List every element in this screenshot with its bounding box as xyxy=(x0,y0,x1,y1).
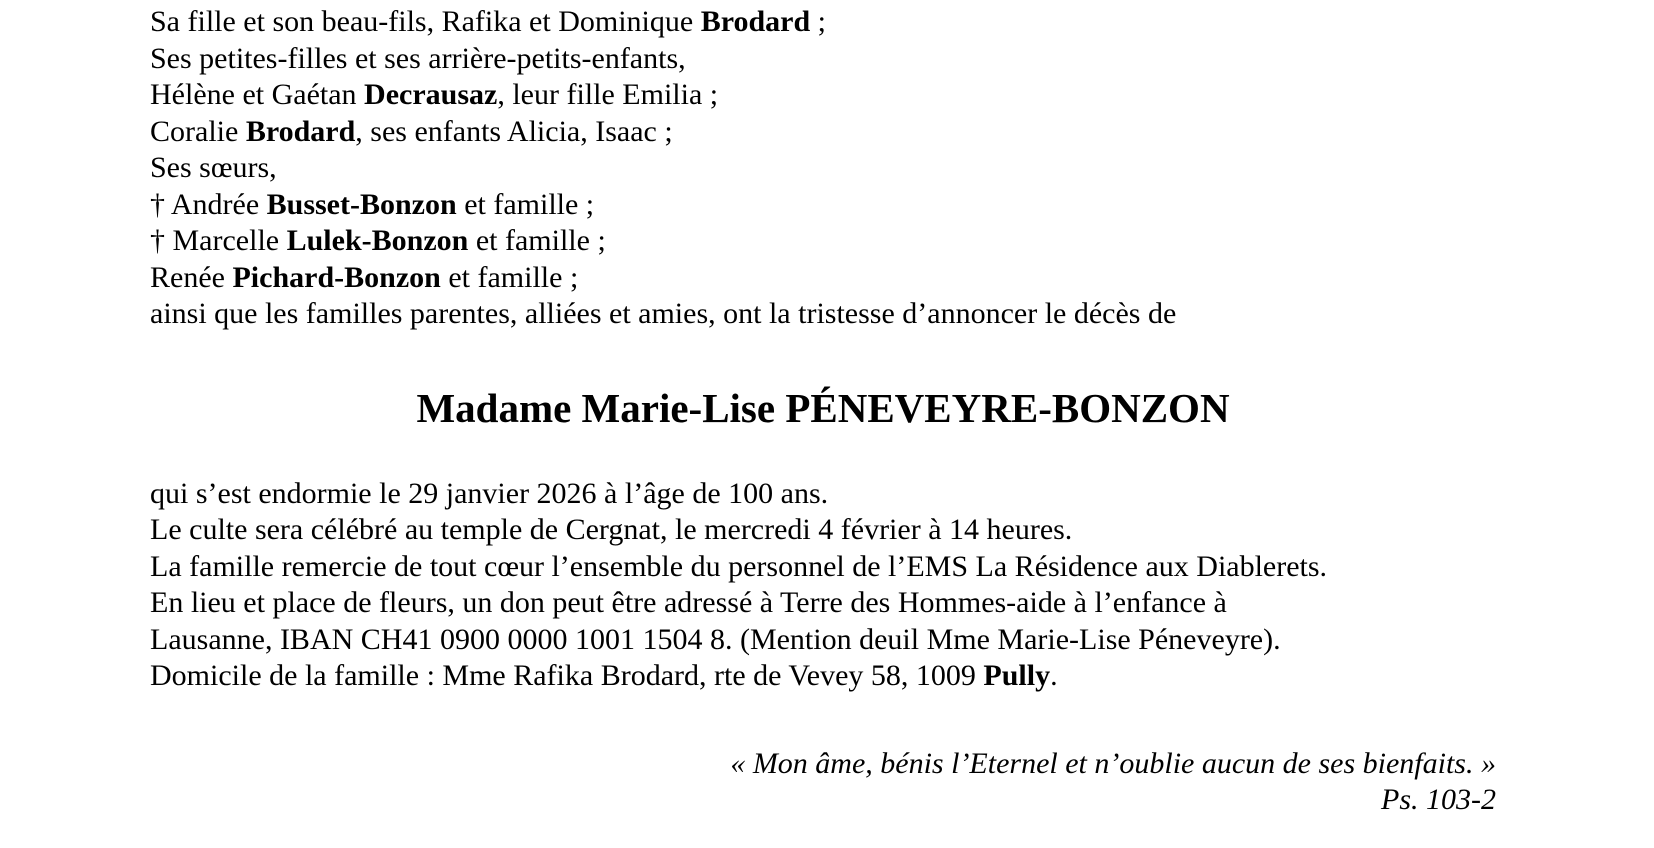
announcement-line xyxy=(150,585,1496,622)
announcement-bold: Pully xyxy=(983,659,1051,692)
deceased-name-title: Madame Marie-Lise PÉNEVEYRE-BONZON xyxy=(416,384,1230,431)
family-list xyxy=(150,4,1496,333)
announcement-line-iban xyxy=(150,622,1496,659)
family-name-bold: Brodard xyxy=(245,114,356,148)
family-line xyxy=(150,114,1496,151)
family-line-text: Renée xyxy=(150,260,233,294)
family-line-text: Ses sœurs, xyxy=(150,151,277,184)
family-line xyxy=(150,77,1496,114)
family-line xyxy=(150,150,1496,187)
announcement-line-text: Domicile de la famille : Mme Rafika Brodard, rte de Vevey 58, 1009 xyxy=(150,659,984,692)
family-line-text: Ses petites-filles et ses arrière-petits-enfants, xyxy=(150,41,686,75)
announcement-line-text: . xyxy=(1050,659,1058,692)
family-line xyxy=(150,296,1496,333)
announcement-line-text: Lausanne, IBAN CH41 0900 0000 1001 1504 8. (Mention deuil Mme Marie-Lise Péneveyre). xyxy=(150,622,1281,656)
family-line-deceased-sister xyxy=(150,223,1496,260)
scripture-quote-block xyxy=(150,746,1496,819)
family-name-bold: Brodard xyxy=(700,5,811,38)
dagger-symbol-and-name: † Andrée xyxy=(150,187,267,221)
family-name-bold: Busset-Bonzon xyxy=(266,187,457,221)
family-line-text: , leur fille Emilia ; xyxy=(497,78,719,111)
announcement-line xyxy=(150,512,1496,549)
announcement-line-text: En lieu et place de fleurs, un don peut être adressé à Terre des Hommes-aide à l’enfance à xyxy=(150,586,1227,619)
scripture-quote: « Mon âme, bénis l’Eternel et n’oublie aucun de ses bienfaits. » xyxy=(730,746,1496,780)
announcement-line-text: qui s’est endormie le 29 janvier 2026 à l’âge de 100 ans. xyxy=(150,476,829,510)
family-line xyxy=(150,260,1496,297)
announcement-line-text: Le culte sera célébré au temple de Cergnat, le mercredi 4 février à 14 heures. xyxy=(150,513,1073,546)
announcement-line xyxy=(150,549,1496,586)
family-line-text: Coralie xyxy=(150,114,246,148)
scripture-reference: Ps. 103-2 xyxy=(1381,783,1496,816)
family-name-bold: Decrausaz xyxy=(364,78,498,111)
family-line-text: Hélène et Gaétan xyxy=(150,78,365,111)
family-name-bold: Lulek-Bonzon xyxy=(286,224,469,257)
announcement-line-text: La famille remercie de tout cœur l’ensemble du personnel de l’EMS La Résidence aux Diablerets. xyxy=(150,549,1328,583)
dagger-symbol-and-name: † Marcelle xyxy=(150,224,287,257)
family-line-text: Sa fille et son beau-fils, Rafika et Dominique xyxy=(150,5,701,38)
family-line-text: , ses enfants Alicia, Isaac ; xyxy=(355,114,673,148)
announcement-line-address xyxy=(150,658,1496,695)
family-line-text: ; xyxy=(810,5,827,38)
family-line xyxy=(150,41,1496,78)
family-line xyxy=(150,4,1496,41)
family-line-text: et famille ; xyxy=(440,260,579,294)
family-line-text: et famille ; xyxy=(456,187,595,221)
announcement-line xyxy=(150,476,1496,513)
family-line-deceased-sister xyxy=(150,187,1496,224)
family-line-text: et famille ; xyxy=(468,224,606,257)
announcement-block xyxy=(150,476,1496,695)
family-name-bold: Pichard-Bonzon xyxy=(232,260,441,294)
family-line-text: ainsi que les familles parentes, alliées et amies, ont la tristesse d’annoncer le décès de xyxy=(150,297,1177,330)
